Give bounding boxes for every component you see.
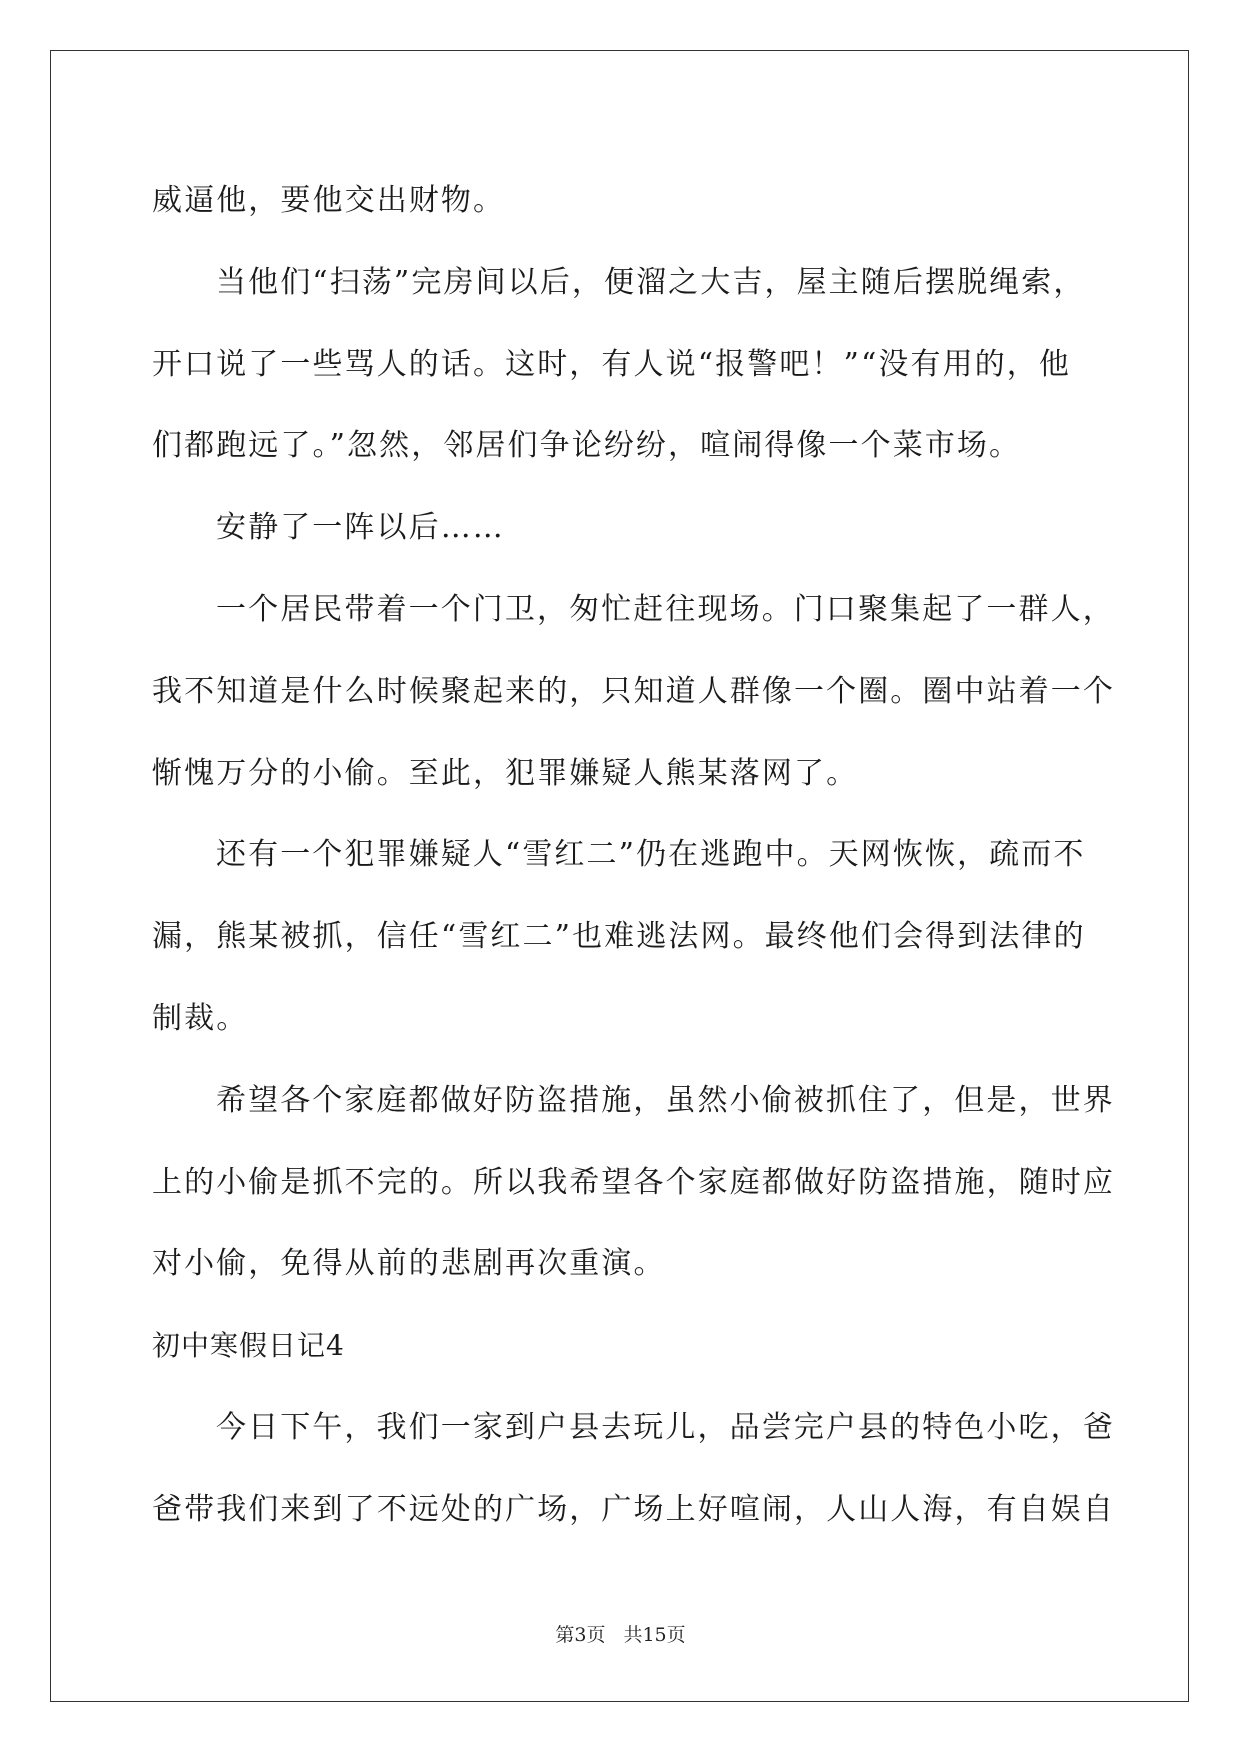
page-total: 共15页 <box>623 1624 686 1646</box>
text-line: 希望各个家庭都做好防盗措施，虽然小偷被抓住了，但是，世界 <box>216 1082 1115 1118</box>
text-line: 今日下午，我们一家到户县去玩儿，品尝完户县的特色小吃，爸 <box>216 1409 1115 1445</box>
text-line: 还有一个犯罪嫌疑人“雪红二”仍在逃跑中。天网恢恢，疏而不 <box>216 837 1086 873</box>
text-line: 上的小偷是抓不完的。所以我希望各个家庭都做好防盗措施，随时应 <box>152 1164 1115 1200</box>
page-footer <box>0 1620 1241 1647</box>
text-line: 当他们“扫荡”完房间以后，便溜之大吉，屋主随后摆脱绳索， <box>216 264 1086 300</box>
text-line: 我不知道是什么时候聚起来的，只知道人群像一个圈。圈中站着一个 <box>152 673 1115 709</box>
text-line: 对小偷，免得从前的悲剧再次重演。 <box>152 1246 666 1282</box>
page-number: 第3页 <box>555 1624 606 1646</box>
section-heading: 初中寒假日记4 <box>152 1329 345 1363</box>
text-line: 威逼他，要他交出财物。 <box>152 183 506 218</box>
text-line: 制裁。 <box>152 1000 249 1036</box>
text-line: 爸带我们来到了不远处的广场，广场上好喧闹，人山人海，有自娱自 <box>152 1491 1115 1527</box>
text-line: 安静了一阵以后…… <box>216 510 505 546</box>
text-line: 惭愧万分的小偷。至此，犯罪嫌疑人熊某落网了。 <box>152 755 859 791</box>
document-body <box>152 160 1115 1551</box>
text-line: 开口说了一些骂人的话。这时，有人说“报警吧！”“没有用的，他 <box>152 346 1072 382</box>
text-line: 们都跑远了。”忽然，邻居们争论纷纷，喧闹得像一个菜市场。 <box>152 428 1022 464</box>
text-line: 一个居民带着一个门卫，匆忙赶往现场。门口聚集起了一群人， <box>216 591 1115 627</box>
text-line: 漏，熊某被抓，信任“雪红二”也难逃法网。最终他们会得到法律的 <box>152 919 1086 955</box>
